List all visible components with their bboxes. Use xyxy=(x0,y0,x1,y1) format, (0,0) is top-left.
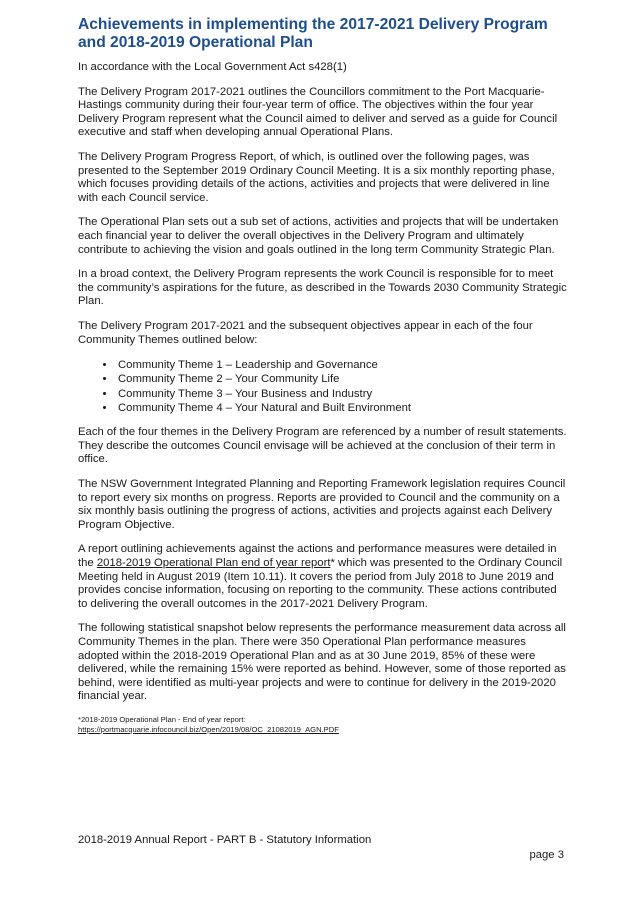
intro-text: In accordance with the Local Government Act s428(1) xyxy=(78,61,347,73)
paragraph-delivery-program: The Delivery Program 2017-2021 outlines the Councillors commitment to the Port Macquarie-Hastings community during their four-year term of office. The objectives within the four year Delivery Program represent what the Council aimed to deliver and served as a guide for Council executive and staff when developing annual Operational Plans. xyxy=(78,85,558,139)
list-item: • Community Theme 3 – Your Business and Industry xyxy=(116,387,568,401)
page-content xyxy=(78,16,568,735)
themes-list xyxy=(78,358,568,415)
report-text-after: * which was presented to the Ordinary Council Meeting held in August 2019 (Item 10.11). It covers the period from July 2018 to June 2019 and provides concise information, focusing on reporting to the community. These actions contributed to delivering the overall outcomes in the 2017-2021 Delivery Program. xyxy=(78,557,563,610)
footnote-url-link[interactable]: https://portmacquarie.infocouncil.biz/Open/2019/08/OC_21082019_AGN.PDF xyxy=(78,724,339,734)
footnote-label: *2018-2019 Operational Plan - End of year report: xyxy=(78,714,246,724)
paragraph-snapshot: The following statistical snapshot below represents the performance measurement data across all Community Themes in the plan. There were 350 Operational Plan performance measures adopted within the 2018-2019 Operational Plan and as at 30 June 2019, 85% of these were delivered, while the remaining 15% were reported as behind. However, some of those reported as behind, were identified as multi-year projects and were to continue for delivery in the 2019-2020 financial year. xyxy=(78,622,566,703)
paragraph-broad-context: In a broad context, the Delivery Program represents the work Council is responsible for to meet the community’s aspirations for the future, as described in the Towards 2030 Community Strategic Plan. xyxy=(78,268,567,308)
list-item: • Community Theme 4 – Your Natural and Built Environment xyxy=(116,401,568,415)
paragraph-themes-intro: The Delivery Program 2017-2021 and the subsequent objectives appear in each of the four Community Themes outlined below: xyxy=(78,319,533,346)
paragraph-progress-report: The Delivery Program Progress Report, of which, is outlined over the following pages, was presented to the September 2019 Ordinary Council Meeting. It is a six monthly reporting phase, which focuses providing details of the actions, activities and projects that were delivered in line with each Council service. xyxy=(78,150,555,204)
paragraph-report xyxy=(78,543,568,611)
paragraph-operational-plan: The Operational Plan sets out a sub set of actions, activities and projects that will be undertaken each financial year to deliver the overall objectives in the Delivery Program and ultimately contribute to achieving the vision and goals outlined in the long term Community Strategic Plan. xyxy=(78,216,559,256)
list-item: • Community Theme 2 – Your Community Life xyxy=(116,372,568,386)
page-footer: 2018-2019 Annual Report - PART B - Statutory Information xyxy=(78,834,372,846)
page-title: Achievements in implementing the 2017-2021 Delivery Program and 2018-2019 Operational Plan xyxy=(78,16,548,51)
list-item: • Community Theme 1 – Leadership and Governance xyxy=(116,358,568,372)
page-number: page 3 xyxy=(529,849,564,861)
report-text-before: A report outlining achievements against the actions and performance measures were detailed in the xyxy=(78,543,557,570)
paragraph-result-statements: Each of the four themes in the Delivery Program are referenced by a number of result statements. They describe the outcomes Council envisage will be achieved at the conclusion of their term in office. xyxy=(78,426,567,466)
footnote xyxy=(78,715,568,735)
paragraph-nsw-framework: The NSW Government Integrated Planning and Reporting Framework legislation requires Council to report every six months on progress. Reports are provided to Council and the community on a six monthly basis outlining the progress of actions, activities and projects against each Delivery Program Objective. xyxy=(78,478,566,531)
operational-plan-report-link[interactable]: 2018-2019 Operational Plan end of year report xyxy=(96,557,331,570)
